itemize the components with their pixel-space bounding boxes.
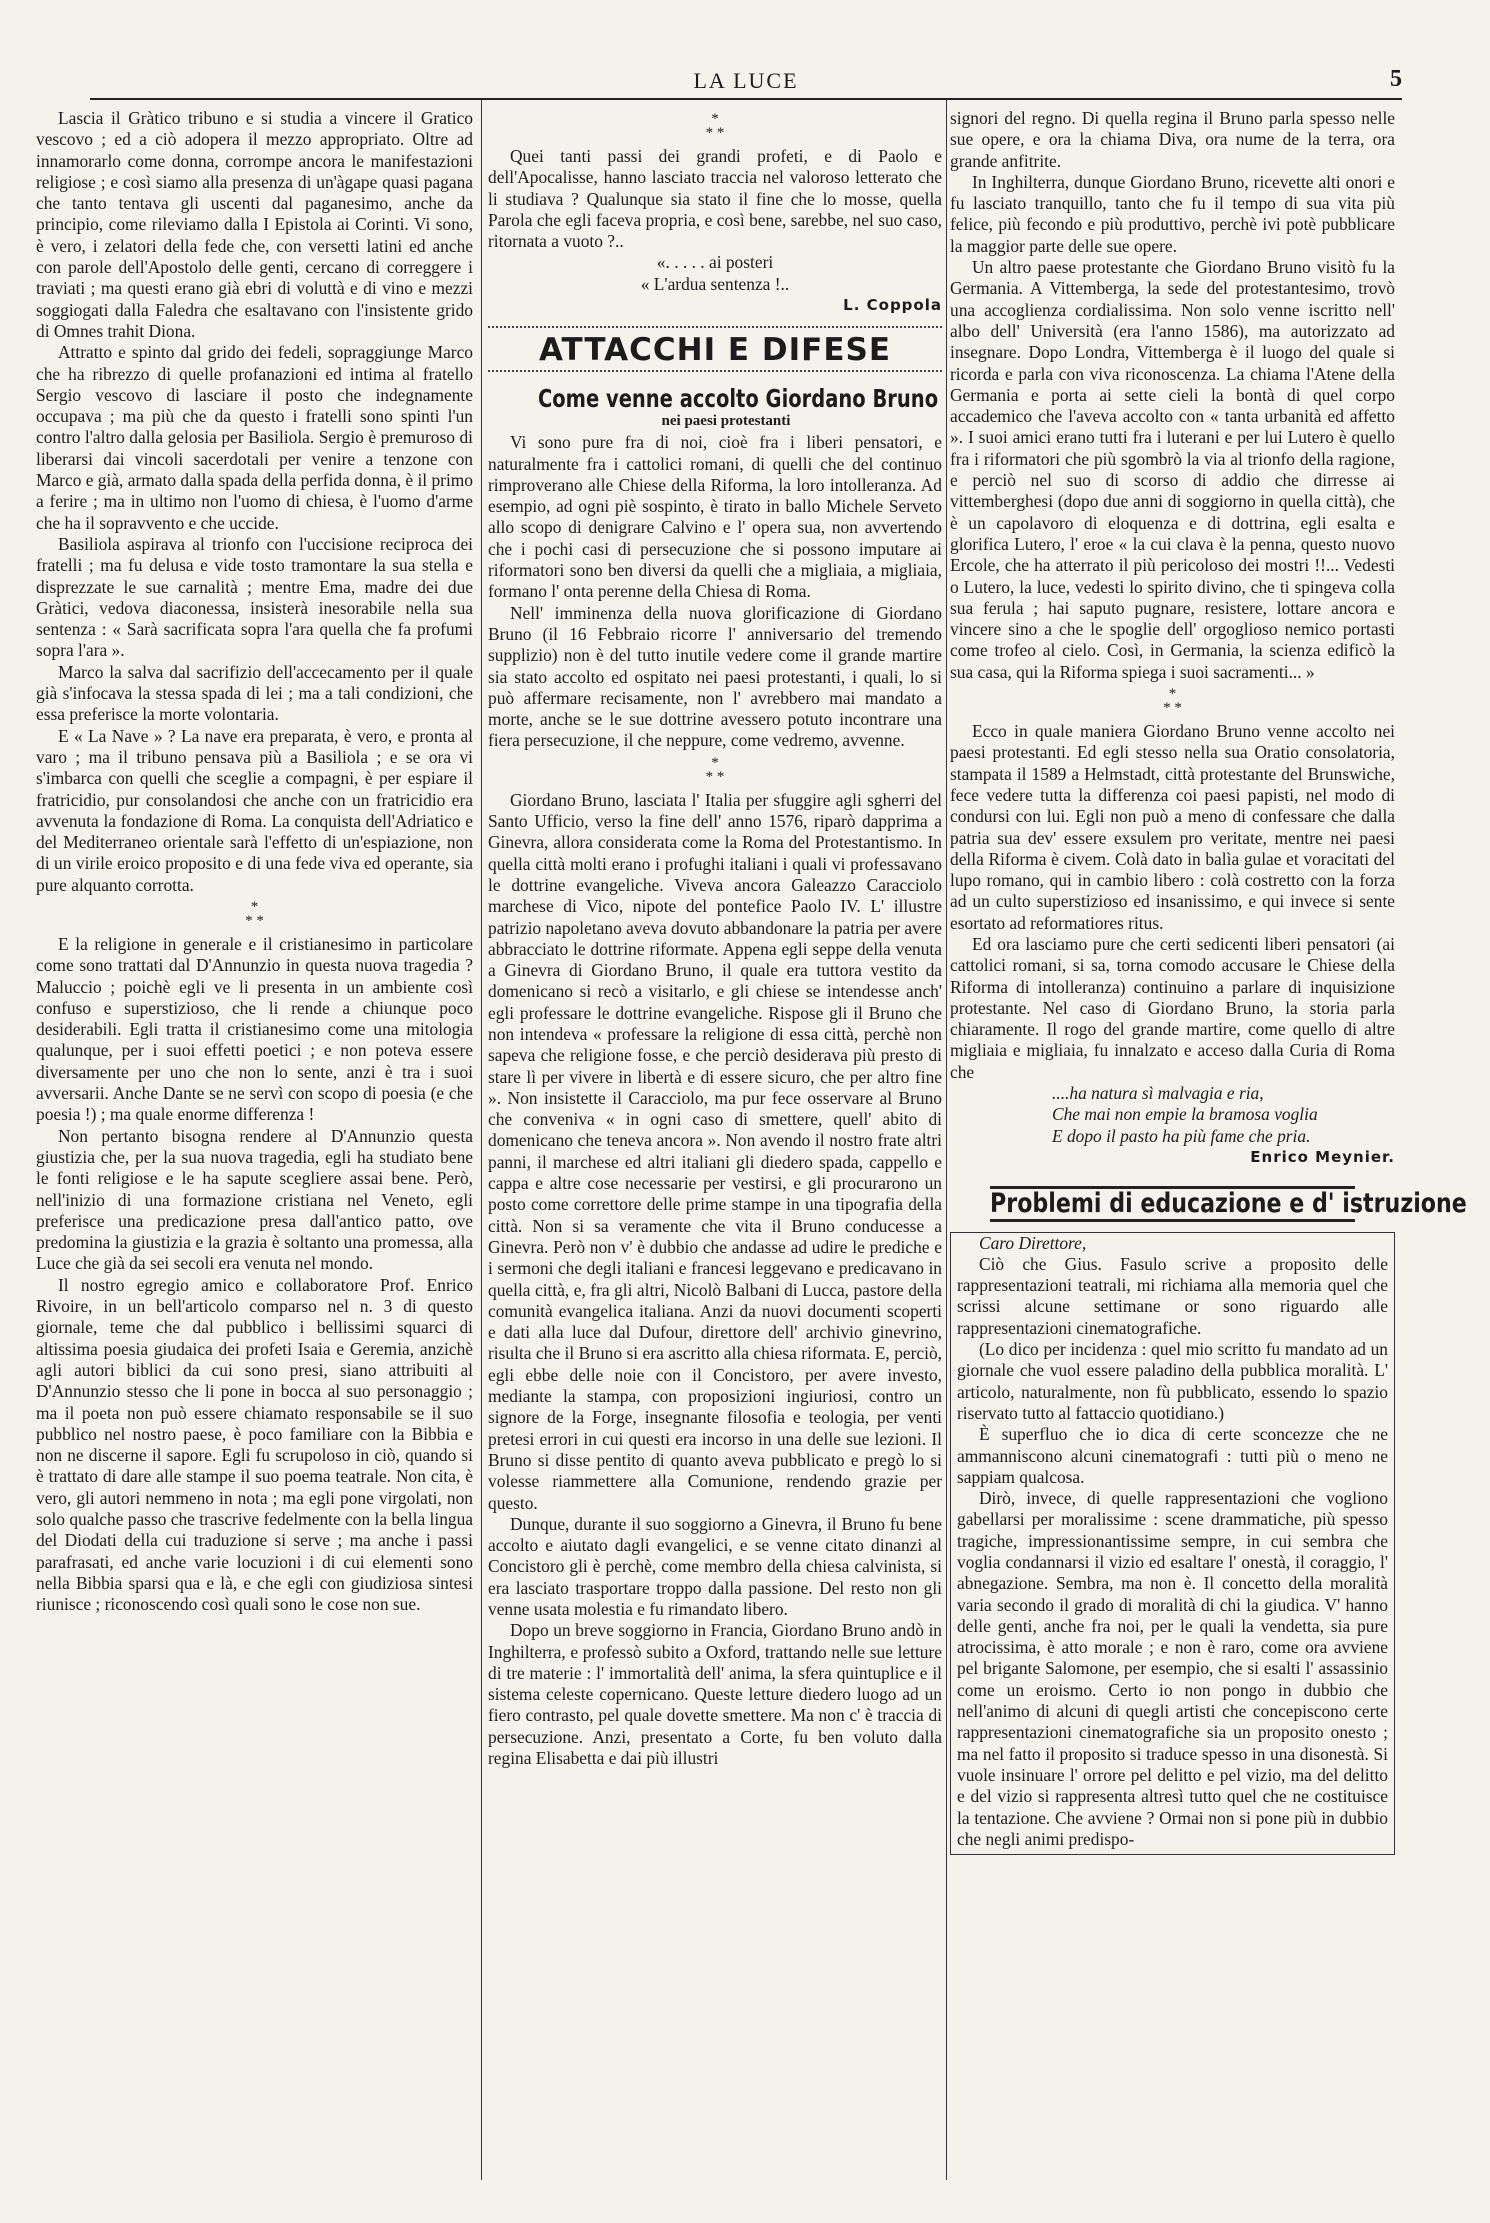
paragraph: Il nostro egregio amico e collaboratore Prof. Enrico Rivoire, in un bell'articolo comparso nel n. 3 di questo giornale, teme che dal pubblico i bellissimi squarci di altissima poesia giudaica dei profeti Isaia e Geremia, anzichè agli autori biblici da cui sono presi, siano attribuiti al D'Annunzio stesso che li pone in bocca al suo personaggio ; ma il poeta non può essere chiamato responsabile se il suo pubblico nel nostro paese, è poco familiare con la Bibbia e non ne discerne il sapore. Egli fu scrupoloso in ciò, quando si è trattato di dare alle stampe il suo poema teatrale. Non cita, è vero, gli autori nemmeno in nota ; ma egli pone virgolati, non solo qualche passo che trascrive fedelmente con la bella lingua del Diodati della cui traduzione si serve ; ma anche i passi parafrasati, ed anche varie locuzioni i di cui elementi sono nella Bibbia sparsi qua e là, e che egli con giudiziosa sintesi riunisce ; riconoscendo così quali sono le cose non sue. xyxy=(36,1274,474,1615)
paragraph: Marco la salva dal sacrifizio dell'accecamento per il quale già s'infocava la stessa spada di lei ; ma a tali condizioni, che essa preferisce la morte volontaria. xyxy=(36,661,473,725)
paragraph: Ecco in quale maniera Giordano Bruno venne accolto nei paesi protestanti. Ed egli stesso nella sua Oratio consolatoria, stampata il 1589 a Helmstadt, città protestante del Brunswiche, fece vedere tutta la differenza coi paesi papisti, nel modo di condursi con lui. Egli non può a meno di confessare che dalla patria sua dev' essere exsulem pro veritate, mentre nei paesi della Riforma è civem. Colà dato in balìa gulae et voracitati del lupo romano, qui in cambio libero : colà costretto con la forza ad un culto superstizioso ed insanissimo, e qui invece si sente esortato ad reformatiores ritus. xyxy=(950,721,1395,933)
paragraph: Giordano Bruno, lasciata l' Italia per sfuggire agli sgherri del Santo Ufficio, verso la fine dell' anno 1576, riparò dapprima a Ginevra, allora considerata come la Roma del Protestantismo. In quella città molti erano i profughi italiani i quali vi professavano le dottrine evangeliche. Viveva ancora Galeazzo Caracciolo marchese di Vico, nipote del pontefice Paolo IV. L' illustre patrizio napoletano aveva dovuto abbandonare la patria per avere abbracciato le dottrine riformate. Appena egli seppe della venuta a Ginevra di Giordano Bruno, il quale era tuttora vestito da domenicano si recò a visitarlo, e gli chiese se intendesse anch' egli professare le dottrine evangeliche. Rispose gli il Bruno che non intendeva « professare la religione di essa città, perchè non sapeva che religione fosse, e che perciò desiderava più presto di stare lì per vivere in libertà e di essere sicuro, che per altro fine ». Non insistette il Caracciolo, ma pur fece osservare al Bruno che conveniva « in ogni caso di smettere, quell' abito di domenicano che teneva ancora ». Non avendo il nostro frate altri panni, il marchese ed altri italiani gli diedero spada, cappello e cappa e altre cose necessarie per vestirsi, e gli procurarono un posto come correttore delle prime stampe in una tipografia della città. Non si sa veramente che vita il Bruno conducesse a Ginevra. Però non v' è dubbio che andasse ad udire le prediche e i sermoni che degli italiani e francesi leggevano e predicavano in quella città, e, fra gli altri, Nicolò Balbani di Lucca, pastore della comunità evangelica italiana. Anzi da nuovi documenti scoperti e dati alla luce dal Dufour, direttore dell' archivio ginevrino, risulta che il Bruno si era ascritto alla chiesa riformata. E, perciò, egli ebbe delle noie con il Concistoro, per avere investo, mediante la stampa, con proposizioni ingiuriosi, contro un signore de la Forge, insegnante filosofia e teologia, per venti pretesi errori in cui questi era incorso in una delle sue lezioni. Il Bruno si disse pentito di quanto aveva pubblicato e pregò lo si volesse riammettere alla Comunione, rendendo grazie per questo. xyxy=(488,789,942,1513)
paragraph: Dirò, invece, di quelle rappresentazioni che vogliono gabellarsi per moralissime : scene drammatiche, più spesso tragiche, impressionantissime sempre, in cui sembra che voglia condannarsi il vizio ed esaltare l' onestà, il coraggio, l' abnegazione. Sembra, ma non è. Il concetto della moralità varia secondo il grado di moralità di chi la giudica. V' hanno delle genti, anche fra noi, per le quali la vendetta, sia pure atrocissima, è atto morale ; e non è raro, come ora avviene pel brigante Salomone, per esempio, che si esalti l' assassinio come un eroismo. Certo io non pongo in dubbio che nell'animo di alcuni di quegli artisti che concepiscono certe rappresentazioni cinematografiche sia un proposito onesto ; ma nel fatto il proposito si traduce spesso in una disonestà. Si vuole insinuare l' orrore pel delitto e pel vizio, ma del delitto e del vizio si rappresenta altresì tutto quel che ne costituisce la tentazione. Che avviene ? Ormai non si pone più in dubbio che negli animi predispo- xyxy=(957,1488,1388,1849)
paragraph: Attratto e spinto dal grido dei fedeli, sopraggiunge Marco che ha ribrezzo di quelle profanazioni ed intima al fratello Sergio vescovo di lasciare il posto che indegnamente occupava ; ma più che da questo i fratelli sono spinti l'un contro l'altro dalla gelosia per Basiliola. Sergio è premuroso di liberarsi dai vincoli sacerdotali per venire a tenzone con Marco e già, armato dalla spada della perfida donna, è il primo a ferire ; ma in ultimo non l'uomo di chiesa, è l'uomo d'arme che ha il sopravvento e che uccide. xyxy=(36,342,474,533)
paragraph: Ed ora lasciamo pure che certi sedicenti liberi pensatori (ai cattolici romani, si sa, torna comodo accusare le Chiese della Riforma di intolleranza) continuino a parlare di inquisizione protestante. Nel caso di Giordano Bruno, la storia parla chiaramente. Il rogo del grande martire, come quello di altre migliaia e migliaia, fu innalzato e acceso dalla Curia di Roma che xyxy=(950,933,1395,1082)
running-head xyxy=(90,64,1402,100)
column-rule-2 xyxy=(946,100,947,2180)
letter-salutation: Caro Direttore, xyxy=(979,1232,1087,1253)
article-title: Come venne accolto Giordano Bruno xyxy=(537,383,939,413)
paragraph: È superfluo che io dica di certe sconcezze che ne ammanniscono alcuni cinematografi : tutti più o meno ne sappiam qualcosa. xyxy=(957,1424,1388,1487)
paragraph: Ciò che Gius. Fasulo scrive a proposito delle rappresentazioni teatrali, mi richiama alla memoria quel che scrissi alcune settimane or sono riguardo alle rappresentazioni cinematografiche. xyxy=(957,1253,1388,1338)
column-1 xyxy=(36,108,473,1615)
quote-line: « L'ardua sentenza !.. xyxy=(640,273,790,294)
paragraph: Quei tanti passi dei grandi profeti, e di Paolo e dell'Apocalisse, hanno lasciato traccia nel valoroso letterato che li studiava ? Qualunque sia stato il fine che lo mosse, quella Parola che egli faceva propria, e così bene, sarebbe, nel suo caso, ritornata a vuoto ?.. xyxy=(488,146,942,252)
asterism: * * * xyxy=(705,754,725,785)
newspaper-title: LA LUCE xyxy=(693,68,799,93)
paragraph: Un altro paese protestante che Giordano Bruno visitò fu la Germania. A Vittemberga, la sede del protestantesimo, trovò una accoglienza cordialissima. Non solo venne iscritto nell' albo dell' Università (era l'anno 1586), ma autorizzato ad insegnare. Dopo Londra, Vittemberga è il luogo del quale si ricorda e parla con viva riconoscenza. La chiama l'Atene della Germania e porta ai sette cieli la bontà di quel corpo accademico che l'aveva accolto con « tanta urbanità ed affetto ». I suoi amici erano tutti fra i luterani e per lui Lutero è quello fra i riformatori che più sgombrò la via al trionfo della ragione, e perciò nel suo di scorso di addio che dirresse ai vittemberghesi (dopo due anni di soggiorno in quella città), che è un capolavoro di eloquenza e di dottrina, egli esalta e glorifica Lutero, l' eroe « la cui clava è la penna, questo nuovo Ercole, che ha atterrato il più pericoloso dei mostri !!... Vedesti o Lutero, la luce, vedesti lo spirito divino, che ti spingeva colla sua ferula ; hai saputo pugnare, resistere, lottare ancora e vincere sino a che le spoglie dell' orgoglioso nemico portasti come trofeo al cielo. Così, in Germania, la scienza edificò la sua casa, qui la Riforma spiega i suoi sacramenti... » xyxy=(950,257,1395,682)
paragraph: Dunque, durante il suo soggiorno a Ginevra, il Bruno fu bene accolto e aiutato dagli evangelici, e se venne citato dinanzi al Concistoro gli è perchè, come membro della chiesa calvinista, si era lasciato trasportare troppo dalla passione. Del resto non gli venne usata molestia e fu rimandato libero. xyxy=(488,1513,942,1619)
paragraph: In Inghilterra, dunque Giordano Bruno, ricevette alti onori e fu lasciato tranquillo, tanto che fu il tempo di sua vita più felice, più fecondo e più produttivo, perchè ivi potè pubblicare la maggior parte delle sue opere. xyxy=(950,171,1395,256)
verse-line: E dopo il pasto ha più fame che pria. xyxy=(1052,1125,1311,1146)
paragraph: (Lo dico per incidenza : quel mio scritto fu mandato ad un giornale che vuol essere paladino della pubblica moralità. L' articolo, naturalmente, non fù pubblicato, essendo lo spazio riservato tutto al fattaccio quotidiano.) xyxy=(957,1339,1388,1423)
column-rule-1 xyxy=(481,100,482,2180)
column-2 xyxy=(488,108,942,1769)
paragraph: Dopo un breve soggiorno in Francia, Giordano Bruno andò in Inghilterra, e professò subito a Oxford, trattando nelle sue letture di tre materie : l' immortalità dell' anima, la sfera quintuplice e il sistema celeste copernicano. Queste letture diedero luogo ad un fiero contrasto, pel quale dovette smettere. Ma non c' è traccia di persecuzione. Anzi, presentato a Corte, fu ben voluto dalla regina Elisabetta e dai più illustri xyxy=(488,1620,942,1769)
paragraph: Non pertanto bisogna rendere al D'Annunzio questa giustizia che, per la sua nuova tragedia, egli ha studiato bene le fonti religiose e le ha sapute scegliere assai bene. Però, nell'inizio di una formazione cristiana nel Veneto, egli preferisce una predicazione presa dall'antico patto, ove predomina la giustizia e la grazia è soltanto una promessa, alla Luce che già da sei secoli era venuta nel mondo. xyxy=(36,1125,473,1274)
asterism: * * * xyxy=(245,898,264,929)
column-3 xyxy=(950,108,1467,1855)
asterism: * * * xyxy=(1163,686,1182,717)
paragraph: Lascia il Gràtico tribuno e si studia a vincere il Gratico vescovo ; ed a ciò adopera il mezzo appropriato. Oltre ad innamorarlo come donna, corrompe ancora le manifestazioni religiose ; e così siamo alla presenza di un'àgape quasi pagana che tanto tentava gli uscenti dal paganesimo, anche da principio, come rileviamo dalla I Epistola ai Corinti. Vi sono, è vero, i zelatori della fede che, con versetti latini ed anche con parole dell'Apostolo delle genti, cercano di correggere i traviati ; ma questi erano già ebri di voluttà e di vino e mezzi soggiogati dalla Faledra che esaltavano con l'insistente grido di Omnes trahit Diona. xyxy=(36,108,473,341)
paragraph: Basiliola aspirava al trionfo con l'uccisione reciproca dei fratelli ; ma fu delusa e vide tosto tramontare la sua stella e disprezzate le sue carnalità ; mentre Ema, madre dei due Gràtici, vedova diaconessa, insisterà inesorabile nella sua sentenza : « Sarà sacrificata sopra l'ara quella che fa profumi sopra l'ara ». xyxy=(36,533,473,661)
paragraph: E la religione in generale e il cristianesimo in particolare come sono trattati dal D'Annunzio in questa nuova tragedia ? Maluccio ; poichè egli ve li presenta in un ambiente così confuso e superstizioso, che li rende a chiunque poco desiderabili. Egli tratta il cristianesimo come una mitologia qualunque, per i suoi effetti poetici ; e non poteva essere diversamente per uno che non lo sente, anzi è tra i suoi avversarii. Anche Dante se ne servì con scopo di poesia (e che poesia !) ; ma quale enorme differenza ! xyxy=(36,933,473,1125)
verse-line: ....ha natura sì malvagia e ria, xyxy=(1052,1083,1264,1104)
article-subtitle: nei paesi protestanti xyxy=(661,412,791,429)
asterism: * * * xyxy=(705,111,725,141)
paragraph: signori del regno. Di quella regina il Bruno parla spesso nelle sue opere, e ora la chiama Diva, ora nume de la terra, ora grande anfitrite. xyxy=(950,108,1395,171)
page-number: 5 xyxy=(1390,66,1402,92)
quote-line: «. . . . . ai posteri xyxy=(656,252,774,273)
section-heading: ATTACCHI E DIFESE xyxy=(538,332,892,369)
paragraph: E « La Nave » ? La nave era preparata, è vero, e pronta al varo ; ma il tribuno pensava più a Basiliola ; e se ora vi s'imbarca con quelli che sceglie a compagni, è per espiare il fratricidio, pur consolandosi che anche con un fratricidio era avvenuta la fondazione di Roma. La conquista dell'Adriatico e del Mediterraneo orientale sarà l'effetto di un'espiazione, non di un virile eroico proposito e di una fede viva ed operante, sia pure alquanto corrotta. xyxy=(36,725,473,895)
author-signature: Enrico Meynier. xyxy=(1250,1147,1395,1166)
author-signature: L. Coppola xyxy=(843,296,942,315)
letter-box xyxy=(950,1232,1395,1856)
verse-line: Che mai non empie la bramosa voglia xyxy=(1052,1104,1318,1125)
paragraph: Vi sono pure fra di noi, cioè fra i liberi pensatori, e naturalmente fra i cattolici romani, di quelli che del continuo rimproverano alle Chiese della Riforma, la loro intolleranza. Ad esempio, ad ogni piè sospinto, è tirato in ballo Michele Serveto allo scopo di denigrare Calvino e l' opera sua, non avvertendo che i pochi casi di persecuzione che si possono imputare ai riformatori sono ben diversi da quelli che a migliaia, a migliaia, formano l' onta perenne della Chiesa di Roma. xyxy=(488,432,942,602)
box-section-title: Problemi di educazione e d' istruzione xyxy=(990,1186,1355,1221)
paragraph: Nell' imminenza della nuova glorificazione di Giordano Bruno (il 16 Febbraio ricorre l' anniversario del tremendo supplizio) non è del tutto inutile vedere come il grande martire sia stato accolto ed ospitato nei paesi protestanti, i quali, lo si può affermare recisamente, non l' avrebbero mai mandato a morte, anche se le sue dottrine avessero potuto incontrare una fiera persecuzione, il che neppure, come vedremo, avvenne. xyxy=(488,602,942,751)
